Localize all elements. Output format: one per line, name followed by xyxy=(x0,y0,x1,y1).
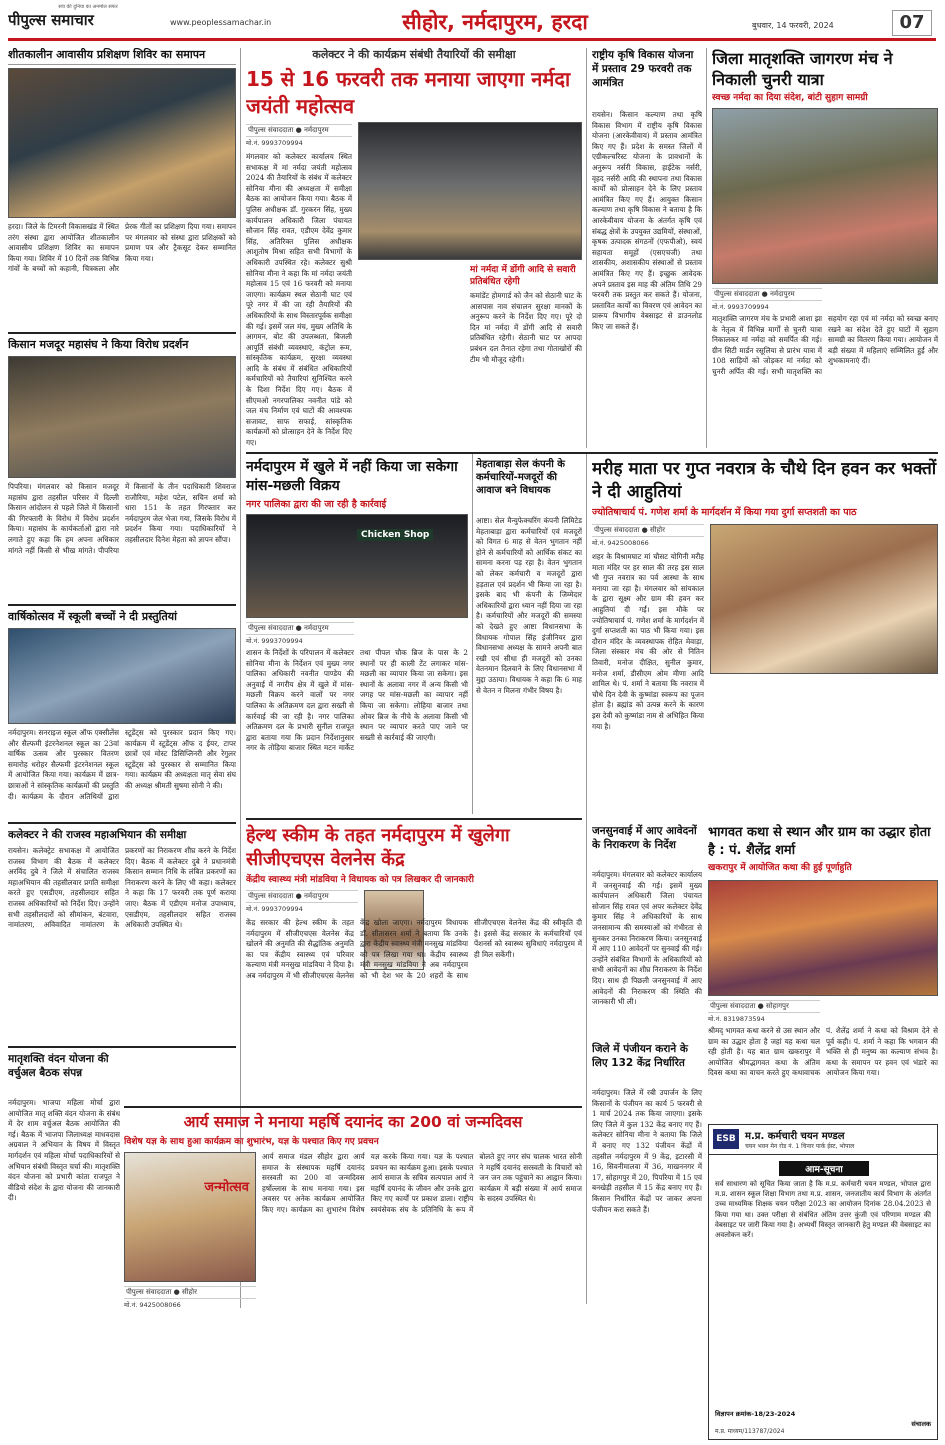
bhagwat-photo xyxy=(708,880,938,996)
arya-byline: पीपुल्स संवाददाता ● सीहोर xyxy=(124,1286,256,1299)
section-rule xyxy=(8,822,236,824)
story-health xyxy=(246,824,582,1102)
notice-logo: ESB xyxy=(713,1129,739,1149)
jansunwai-headline: जनसुनवाई में आए आवेदनों के निराकरण के निर्देश xyxy=(592,825,697,851)
masthead xyxy=(0,0,945,42)
story-jansunwai xyxy=(592,824,702,1024)
marih-headline: मरीह माता पर गुप्त नवरात्र के चौथे दिन हवन कर भक्तों ने दी आहुतियां xyxy=(592,459,937,502)
jayanti-headline: 15 से 16 फरवरी तक मनाया जाएगा नर्मदा जयंती महोत्सव xyxy=(246,67,571,118)
website: www.peoplessamachar.in xyxy=(170,18,272,27)
mansa-shop-sign: Chicken Shop xyxy=(357,529,433,541)
krishi-body: रायसेन। किसान कल्याण तथा कृषि विकास विभाग में राष्ट्रीय कृषि विकास योजना (आरकेवीवाय) में प्रस्ताव आमंत्रित किए गए हैं। प्रदेश के समस्त जिलों में एग्रीकल्चरिस्ट योजना के प्रावधानों के अनुरूप नर्सरी विकास, हाईटेक नर्सरी, वृहद नर्सरी आदि की स्थापना तथा विकास कार्यों को प्रोत्साहन देने के लिए प्रस्ताव आमंत्रित किए गए हैं। आयुक्त किसान कल्याण तथा कृषि विकास ने बताया है कि आरकेवीवाय योजना के अंतर्गत कृषि एवं संबद्ध क्षेत्रों के उपयुक्त उद्यमियों, संस्थाओं, कृषक उत्पादक संगठनों (एफपीओ), स्वयं सहायता समूहों (एसएचजी) तथा शासकीय, अशासकीय संस्थाओं से प्रस्ताव आमंत्रित किए गए हैं। इच्छुक आवेदक अपने प्रस्ताव इस माह की अंतिम तिथि 29 फरवरी तक प्रस्तुत कर सकते हैं। योजना, प्रस्तावित कार्यों का विवरण एवं आवेदन का प्रारूप विभागीय वेबसाइट से डाउनलोड किए जा सकते हैं। xyxy=(592,110,702,331)
story-chunari xyxy=(712,48,938,448)
matrushakti-body: नर्मदापुरम। भाजपा महिला मोर्चा द्वारा आयोजित मातृ शक्ति वंदन योजना के संबंध में देर शाम वर्चुअल बैठक आयोजित की गई। बैठक में भाजपा जिलाध्यक्ष माधवदास अग्रवाल ने अभियान के विषय में विस्तृत मार्गदर्शन एवं महिला मोर्चा पदाधिकारियों से अभियान संबंधी विस्तृत चर्चा की। मातृशक्ति वंदन योजना को प्रभारी कांता राजपूत ने वीडियो संदेश के द्वारा योजना की जानकारी दी। xyxy=(8,1098,120,1203)
marih-subhead: ज्योतिषाचार्य पं. गणेश शर्मा के मार्गदर्शन में किया गया दुर्गा सप्तशती का पाठ xyxy=(592,507,857,518)
camp-body: हरदा। जिले के टिमरनी विकासखंड में स्थित तरंग संस्था द्वारा आयोजित शीतकालीन आवासीय प्रशिक्षण शिविर का समापन किया गया। शिविर में 10 दिनों तक विभिन्न गांवों के बच्चों को कहानी, चित्रकला और प्रेरक गीतों का प्रशिक्षण दिया गया। समापन पर मंगलवार को संस्था द्वारा प्रशिक्षकों को प्रमाण पत्र और ट्रैकसूट देकर सम्मानित किया गया। xyxy=(8,222,236,274)
masthead-rule xyxy=(8,38,936,41)
arya-photo xyxy=(124,1152,256,1282)
krishi-headline: राष्ट्रीय कृषि विकास योजना में प्रस्ताव 29 फरवरी तक आमंत्रित xyxy=(592,49,694,89)
chunari-photo xyxy=(712,108,938,284)
chunari-byline: पीपुल्स संवाददाता ● नर्मदापुरम xyxy=(712,288,822,301)
matrushakti-headline: मातृशक्ति वंदन योजना की वर्चुअल बैठक संपन्न xyxy=(8,1053,109,1079)
jayanti-byline: पीपुल्स संवाददाता ● नर्मदापुरम xyxy=(246,124,352,137)
page-number: 07 xyxy=(892,10,932,36)
story-mehtabada xyxy=(476,458,582,814)
health-mobile: मो.नं. 9993709994 xyxy=(246,905,303,913)
bhagwat-headline: भागवत कथा से स्थान और ग्राम का उद्धार होता है : पं. शैलेंद्र शर्मा xyxy=(708,825,931,858)
varshik-photo xyxy=(8,628,236,724)
story-camp xyxy=(8,48,236,328)
kisan-photo xyxy=(8,356,236,478)
section-rule xyxy=(8,332,236,334)
rajaswa-body: रायसेन। कलेक्ट्रेट सभाकक्ष में आयोजित राजस्व विभाग की बैठक में कलेक्टर अरविंद दुबे ने जिले में संचालित राजस्व महाअभियान की तहसीलवार प्रगति समीक्षा करते हुए एसडीएम, तहसीलदार सहित राजस्व अधिकारियों को निर्देश दिए। उन्होंने सभी तहसीलदारों को सीमांकन, बंटवारा, नामांतरण, अविवादित नामांतरण के प्रकरणों का निराकरण शीघ्र करने के निर्देश दिए। बैठक में कलेक्टर दुबे ने प्रधानमंत्री किसान सम्मान निधि के लंबित प्रकरणों का निराकरण करने के लिए भी कहा। कलेक्टर ने कहा कि 17 फरवरी तक पूर्ण कराया जाए। बैठक में एडीएम मनोज उपाध्याय, एसडीएम, तहसीलदार सहित राजस्व अधिकारी उपस्थित थे। xyxy=(8,846,236,930)
bhagwat-subhead: खकरापुर में आयोजित कथा की हुई पूर्णाहुति xyxy=(708,863,852,873)
notice-footer: म.प्र. माध्यम/113787/2024 xyxy=(715,1428,785,1435)
mansa-body: शासन के निर्देशों के परिपालन में कलेक्टर सोनिया मीना के निर्देशन एवं मुख्य नगर पालिका अधिकारी नवनीत पाण्डेय की अनुवाई में नगरीय क्षेत्र में खुले में मांस-मछली विक्रय करने वालों पर नगर पालिका के अतिक्रमण दल द्वारा सख्ती से कार्रवाई की जा रही है। नगर पालिका अतिक्रमण दल के प्रभारी सुनील राजपूत द्वारा बताया गया कि प्रदान निर्देशानुसार नगर के तोड़िया बाजार स्थित मटन मार्केट तथा पीपल चौक ब्रिज के पास के 2 स्थानों पर ही काली टेंट लगाकर मांस-मछली का व्यापार किया जा सकेगा। इस स्थानों के अलावा नगर में अन्य किसी भी जगह पर मांस-मछली का व्यापार नहीं किया जा सकेगा। लोहिया बाजार तथा ओवर ब्रिज के नीचे के अलावा किसी भी स्थान पर व्यापार करते पाए जाने पर सख्ती से कार्रवाई की जाएगी। xyxy=(246,648,468,753)
story-rajaswa xyxy=(8,828,236,1042)
mansa-photo xyxy=(246,514,468,618)
bhagwat-byline: पीपुल्स संवाददाता ● सोहागपुर xyxy=(708,1000,820,1013)
story-bhagwat xyxy=(708,824,938,1116)
kisan-headline: किसान मजदूर महासंघ ने किया विरोध प्रदर्शन xyxy=(8,338,189,351)
chunari-body: मातृशक्ति जागरण मंच के प्रभारी आशा झा के नेतृत्व में विभिन्न मार्गों से चुनरी यात्रा निकालकर मां नर्मदा को समर्पित की गई। ग्रीन सिटी मार्डन रसूलिया से प्रारंभ यात्रा में 108 साड़ियों को जोड़कर मां नर्मदा को चुनरी अर्पित की गई। सभी मातृशक्ति का सहयोग रहा एवं मां नर्मदा को स्वच्छ बनाए रखने का संदेश देते हुए घाटों में सुहाग सामग्री का वितरण किया गया। आयोजन में बड़ी संख्या में महिलाएं सम्मिलित हुईं और शुभकामनाएं दीं। xyxy=(712,314,938,376)
marih-body: शहर के विश्रामघाट मां चौसट योगिनी मरीह माता मंदिर पर हर साल की तरह इस साल भी गुप्त नवरात्र का पर्व आस्था के साथ मनाया जा रहा है। मंगलवार को सांयकाल के द्वारा सूक्ष्म और ग्राम की हवन कर आहुतियां दी गईं। इस मौके पर ज्योतिषाचार्य पं. गणेश शर्मा के मार्गदर्शन में दुर्गा सप्तशती का पाठ भी किया गया। इस दौरान मंदिर के व्यवस्थापक रोहित मेवाड़ा, जिला संस्कार मंच की ओर से नितिन तिवारी, मनोज दीक्षित, सुनील कुमार, मनोज शर्मा, डीसीएम ओम मीणा आदि शामिल थे। पं. शर्मा ने बताया कि नवरात्र में चौथे दिन देवी के कुष्मांडा स्वरूप का पूजन होता है। ब्रह्मांड को उत्पन्न करने के कारण इस देवी को कुष्मांडा नाम से अभिहित किया गया है। xyxy=(592,552,704,731)
column-divider xyxy=(586,48,587,448)
notice-signatory: संचालक xyxy=(911,1420,931,1428)
marih-mobile: मो.नं. 9425008066 xyxy=(592,539,649,547)
arya-subhead: विशेष यज्ञ के साथ हुआ कार्यक्रम का शुभारंभ, यज्ञ के पश्चात किए गए प्रवचन xyxy=(124,1137,379,1147)
logo xyxy=(8,4,168,30)
chunari-headline: जिला मातृशक्ति जागरण मंच ने निकाली चुनरी यात्रा xyxy=(712,49,893,89)
jayanti-box-title: मां नर्मदा में डोंगी आदि से सवारी प्रतिबंधित रहेगी xyxy=(470,265,576,287)
section-title: सीहोर, नर्मदापुरम, हरदा xyxy=(402,10,588,34)
bhagwat-mobile: मो.नं. 8319873594 xyxy=(708,1015,765,1023)
marih-byline: पीपुल्स संवाददाता ● सीहोर xyxy=(592,524,704,537)
mansa-mobile: मो.नं. 9993709994 xyxy=(246,637,303,645)
section-rule xyxy=(8,604,236,606)
jayanti-box xyxy=(470,264,582,448)
logo-tag: सच की दुनिया का अनमोल सफर xyxy=(58,4,118,10)
kisan-body: पिपरिया। मंगलवार को किसान मजदूर महासंघ द्वारा तहसील परिसर में दिल्ली किसान आंदोलन से पहले जिले में किसानों की गिरफ्तारी के विरोध में विरोध प्रदर्शन किया। महासंघ के कार्यकर्ताओं द्वारा नारे लगाते हुए कहा कि हम अपना अधिकार मांगते नहीं किसी से भीख मांगते। पीपरिया में किसानों के तीन पदाधिकारी शिवराज राजौरिया, महेश पटेल, सचिन शर्मा को धारा 151 के तहत गिरफ्तार कर नर्मदापुरम जेल भेजा गया, जिसके विरोध में प्रदर्शन किया गया। पदाधिकारियों ने तहसीलदार दिनेश मेहता को ज्ञापन सौंपा। xyxy=(8,482,236,555)
jayanti-mobile: मो.नं. 9993709994 xyxy=(246,139,303,147)
marih-photo xyxy=(710,524,938,674)
jayanti-body-cont xyxy=(358,264,464,448)
marih-body-cont xyxy=(710,678,938,814)
arya-banner: जन्मोत्सव xyxy=(204,1180,249,1195)
mehtabada-headline: मेहताबाड़ा सेल कंपनी के कर्मचारियों-मजदूरों की आवाज बने विधायक xyxy=(476,459,565,496)
arya-body: आर्य समाज मंडल सीहोर द्वारा आर्य समाज के संस्थापक महर्षि दयानंद सरस्वती का 200 वां जन्मदिवस हर्षोल्लास के साथ मनाया गया। इस अवसर पर अनेक कार्यक्रम आयोजित किए गए। कार्यक्रम का शुभारंभ विशेष यज्ञ करके किया गया। यज्ञ के पश्चात प्रवचन का कार्यक्रम हुआ। इसके पश्चात आर्य समाज के सचिव सत्यपाल आर्य ने महर्षि दयानंद के जीवन और उनके द्वारा किए गए कार्यों पर प्रकाश डाला। राष्ट्रीय स्वयंसेवक संघ के प्रतिनिधि के रूप में बोलते हुए नगर संघ चालक भारत सोनी ने महर्षि दयानंद सरस्वती के विचारों को जन जन तक पहुंचाने का आह्वान किया। कार्यक्रम में बड़ी संख्या में आर्य समाज के सदस्य उपस्थित थे। xyxy=(262,1152,582,1214)
logo-text: पीपुल्स समाचार xyxy=(8,11,94,29)
health-subhead: केंद्रीय स्वास्थ्य मंत्री मांडविया ने विधायक को पत्र लिखकर दी जानकारी xyxy=(246,875,474,885)
health-body: केंद्र सरकार की हेल्थ स्कीम के तहत नर्मदापुरम में सीजीएचएस वेलनेस केंद्र खोलने की अनुमति की सैद्धांतिक अनुमति का पत्र केंद्रीय स्वास्थ्य एवं परिवार कल्याण मंत्री मनसुख मांडविया ने दिया है। अब नर्मदापुरम में भी सीजीएचएस वेलनेस केंद्र खोला जाएगा। नर्मदापुरम विधायक डॉ. सीतासरन शर्मा ने बताया कि उनके द्वारा केंद्रीय स्वास्थ्य मंत्री मनसुख मांडविया को पत्र लिखा गया था। केंद्रीय स्वास्थ्य मंत्री मनसुख मांडविया ने अब नर्मदापुरम को भी देश भर के 20 शहरों के साथ सीजीएचएस वेलनेस केंद्र की स्वीकृति दी है। इससे केंद्र सरकार के कर्मचारियों एवं पेंशनर्स को स्वास्थ्य सुविधाएं नर्मदापुरम में ही मिल सकेंगी। xyxy=(246,918,582,980)
health-byline: पीपुल्स संवाददाता ● नर्मदापुरम xyxy=(246,890,358,903)
section-rule xyxy=(246,452,938,454)
column-divider xyxy=(586,454,587,1304)
health-headline: हेल्थ स्कीम के तहत नर्मदापुरम में खुलेगा सीजीएचएस वेलनेस केंद्र xyxy=(246,825,510,870)
notice-ad xyxy=(708,1124,938,1440)
notice-org: म.प्र. कर्मचारी चयन मण्डल xyxy=(745,1131,845,1142)
camp-headline: शीतकालीन आवासीय प्रशिक्षण शिविर का समापन xyxy=(8,48,236,65)
story-marih xyxy=(592,458,938,814)
section-rule xyxy=(124,1106,582,1108)
jayanti-photo xyxy=(358,122,582,260)
story-jayanti xyxy=(246,48,582,448)
story-kisan xyxy=(8,338,236,600)
varshik-body: नर्मदापुरम। सनराइज स्कूल ऑफ एक्सीलेंस और सैल्फमी इंटरनेशनल स्कूल का 23वां वार्षिक उत्सव और पुरस्कार वितरण समारोह धरोहर सैल्फमी इंटरनेशनल स्कूल में आयोजित किया गया। कार्यक्रम में छात्र-छात्राओं ने सांस्कृतिक कार्यक्रमों की प्रस्तुति दी। कार्यक्रम के दौरान अतिथियों द्वारा स्टूडेंट्स को पुरस्कार प्रदान किए गए। कार्यक्रम में स्टूडेंट्स ऑफ द ईयर, टापर छात्रों एवं मोस्ट डिसिप्लिनरी और रेगुलर स्टूडेंट्स को पुरस्कार से सम्मानित किया गया। कार्यक्रम की अध्यक्षता मातृ सेवा संघ की अध्यक्ष श्रीमती सुषमा सोनी ने की। xyxy=(8,728,236,801)
varshik-headline: वार्षिकोत्सव में स्कूली बच्चों ने दी प्रस्तुतियां xyxy=(8,610,177,623)
mansa-headline: नर्मदापुरम में खुले में नहीं किया जा सकेगा मांस-मछली विक्रय xyxy=(246,459,458,494)
notice-ref: विज्ञापन क्रमांक-18/23-2024 xyxy=(715,1410,796,1418)
mansa-subhead: नगर पालिका द्वारा की जा रही है कार्रवाई xyxy=(246,499,387,510)
panjiyan-headline: जिले में पंजीयन कराने के लिए 132 केंद्र निर्धारित xyxy=(592,1043,688,1069)
bhagwat-body: श्रीमद् भागवत कथा करने से उस स्थान और ग्राम का उद्धार होता है जहां यह कथा चल रही होती है। यह बात ग्राम खकरापुर में आयोजित श्रीमद्भागवत कथा के अंतिम दिवस कथा का वाचन करते हुए कथावाचक पं. शैलेंद्र शर्मा ने कथा को विश्राम देने से पूर्व कही। पं. शर्मा ने कहा कि भगवान की भक्ति से ही मनुष्य का कल्याण संभव है। कथा के समापन पर हवन एवं भंडारे का आयोजन किया गया। xyxy=(708,1026,938,1078)
story-arya xyxy=(124,1112,582,1440)
chunari-mobile: मो.नं. 9993709994 xyxy=(712,303,769,311)
panjiyan-body: नर्मदापुरम। जिले में रबी उपार्जन के लिए किसानों के पंजीयन का कार्य 5 फरवरी से 1 मार्च 2024 तक किया जाएगा। इसके लिए जिले में कुल 132 केंद्र बनाए गए हैं। कलेक्टर सोनिया मीना ने बताया कि जिले में बनाए गए 132 पंजीयन केंद्रों में तहसील नर्मदापुरम में 9 केंद्र, इटारसी में 16, सिवनीमालवा में 36, माखननगर में 17, सोहागपुर में 20, पिपरिया में 15 एवं बनखेड़ी तहसील में 15 केंद्र बनाए गए हैं। किसान निर्धारित केंद्रों पर जाकर अपना पंजीयन करा सकते हैं। xyxy=(592,1088,702,1214)
notice-body: सर्व साधारण को सूचित किया जाता है कि म.प्र. कर्मचारी चयन मण्डल, भोपाल द्वारा म.प्र. शासन स्कूल शिक्षा विभाग तथा म.प्र. शासन, जनजातीय कार्य विभाग के अंतर्गत उच्च माध्यमिक शिक्षक चयन परीक्षा 2023 का आयोजन दिनांक 28.04.2023 से किया गया था। उक्त परीक्षा से संबंधित अंतिम उत्तर कुंजी एवं परिणाम मण्डल की वेबसाइट पर जारी किया गया है। अभ्यर्थी विस्तृत जानकारी हेतु मण्डल की वेबसाइट का अवलोकन करें। xyxy=(715,1180,931,1240)
column-divider xyxy=(706,48,707,448)
column-divider xyxy=(472,454,473,814)
notice-header xyxy=(709,1125,937,1155)
story-panjiyan xyxy=(592,1042,702,1440)
mansa-byline: पीपुल्स संवाददाता ● नर्मदापुरम xyxy=(246,622,354,635)
mehtabada-body: आष्टा। सेल मैन्युफेक्चरिंग कंपनी लिमिटेड मेहताबाड़ा द्वारा कर्मचारियों एवं मजदूरों को विगत 6 माह से वेतन भुगतान नहीं होने से कर्मचारियों को आर्थिक संकट का सामना करना पड़ रहा है। वेतन भुगतान को लेकर कर्मचारी व मजदूरों द्वारा हड़ताल एवं प्रदर्शन भी किया जा रहा है। इसके बाद भी कंपनी के जिम्मेदार अधिकारियों द्वारा ध्यान नहीं दिया जा रहा है। कर्मचारियों और मजदूरों की समस्या को देखते हुए आष्टा विधानसभा के विधायक गोपाल सिंह इंजीनियर द्वारा विधानसभा अध्यक्ष के सामने अपनी बात रखी एवं सीधा ही मजदूरों को उनका वेतनमान दिलवाने के लिए विधानसभा में मुद्दा उठाया। विधायक ने कहा कि 6 माह से वेतन न मिलना गंभीर विषय है। xyxy=(476,516,582,695)
section-rule xyxy=(246,818,582,820)
story-mansa xyxy=(246,458,468,814)
jansunwai-body: नर्मदापुरम। मंगलवार को कलेक्टर कार्यालय में जनसुनवाई की गई। इसमें मुख्य कार्यपालन अधिकारी जिला पंचायत सोजान सिंह रावत एवं अपर कलेक्टर देवेंद्र कुमार सिंह ने अधिकारियों के साथ जनसामान्य की समस्याओं को गंभीरता से सुनकर उनका निराकरण किया। जनसुनवाई में आए 110 आवेदनों पर सुनवाई की गई। उन्होंने संबंधित विभागों के अधिकारियों को सभी आवेदनों का शीघ्र निराकरण के निर्देश दिए। साथ ही पिछली जनसुनवाई में आए आवेदनों की निराकरण की स्थिति की जानकारी भी ली। xyxy=(592,870,702,1007)
story-krishi xyxy=(592,48,702,448)
section-rule xyxy=(8,1046,236,1048)
story-matrushakti xyxy=(8,1052,120,1440)
story-varshik xyxy=(8,610,236,818)
notice-title: आम-सूचना xyxy=(779,1161,869,1176)
issue-date: बुधवार, 14 फरवरी, 2024 xyxy=(752,21,834,30)
jayanti-body: मंगलवार को कलेक्टर कार्यालय स्थित सभाकक्ष में मां नर्मदा जयंती महोत्सव 2024 की तैयारियों के संबंध में कलेक्टर सोनिया मीना की अध्यक्षता में समीक्षा बैठक का आयोजन किया गया। बैठक में पुलिस अधीक्षक डॉ. गुरकरन सिंह, मुख्य कार्यपालन अधिकारी जिला पंचायत सौजान सिंह रावत, एडीएम देवेंद्र कुमार सिंह, अतिरिक्त पुलिस अधीक्षक आशुतोष मिश्रा सहित सभी विभागों के अधिकारी उपस्थित रहे। कलेक्टर सुश्री सोनिया मीना ने कहा कि मां नर्मदा जयंती महोत्सव 15 एवं 16 फरवरी को मनाया जाएगा। कार्यक्रम स्थल सेठानी घाट एवं पूरे नगर में की जा रही तैयारियों की अधिकारियों के साथ विस्तारपूर्वक समीक्षा की गई। इसमें जल मंच, मुख्य अतिथि के आगमन, बोट की उपलब्धता, बिजली आपूर्ति संबंधी व्यवस्थाएं, कंट्रोल रूम, सांस्कृतिक कार्यक्रम, सुरक्षा व्यवस्था आदि के संबंध में संबंधित अधिकारियों कर्मचारियों को तैयारियां सुनिश्चित करने के दिशा निर्देश दिए गए। बैठक में सीएमओ नगरपालिका नवनीत पांडे को जल मंच निर्माण एवं घाटों की आवश्यक सजावट, साफ सफाई, सांस्कृतिक कार्यक्रमों को प्रोत्साहन देने के निर्देश दिए गए। xyxy=(246,152,352,448)
camp-photo xyxy=(8,68,236,218)
notice-address: चयन भवन मेन रोड नं. 1 चिनार पार्क ईस्ट, भोपाल xyxy=(745,1143,855,1150)
arya-headline: आर्य समाज ने मनाया महर्षि दयानंद का 200 वां जन्मदिवस xyxy=(183,1113,523,1131)
chunari-subhead: स्वच्छ नर्मदा का दिया संदेश, बांटी सुहाग सामग्री xyxy=(712,93,868,103)
jayanti-box-text: कमांडेंट होमगार्ड को जैन को सेठानी घाट के आसपास नाव संचालन सुरक्षा मानकों के अनुरूप करने के निर्देश दिए गए। पूरे दो दिन मां नर्मदा में डोंगी आदि से सवारी प्रतिबंधित रहेगी। सेठानी घाट पर आपदा प्रबंधन दल तैनात रहेगा तथा गोताखोरों की टीम भी मौजूद रहेगी। xyxy=(470,291,582,364)
rajaswa-headline: कलेक्टर ने की राजस्व महाअभियान की समीक्षा xyxy=(8,829,187,841)
arya-mobile: मो.नं. 9425008066 xyxy=(124,1301,181,1309)
jayanti-kicker: कलेक्टर ने की कार्यक्रम संबंधी तैयारियों की समीक्षा xyxy=(312,48,516,61)
